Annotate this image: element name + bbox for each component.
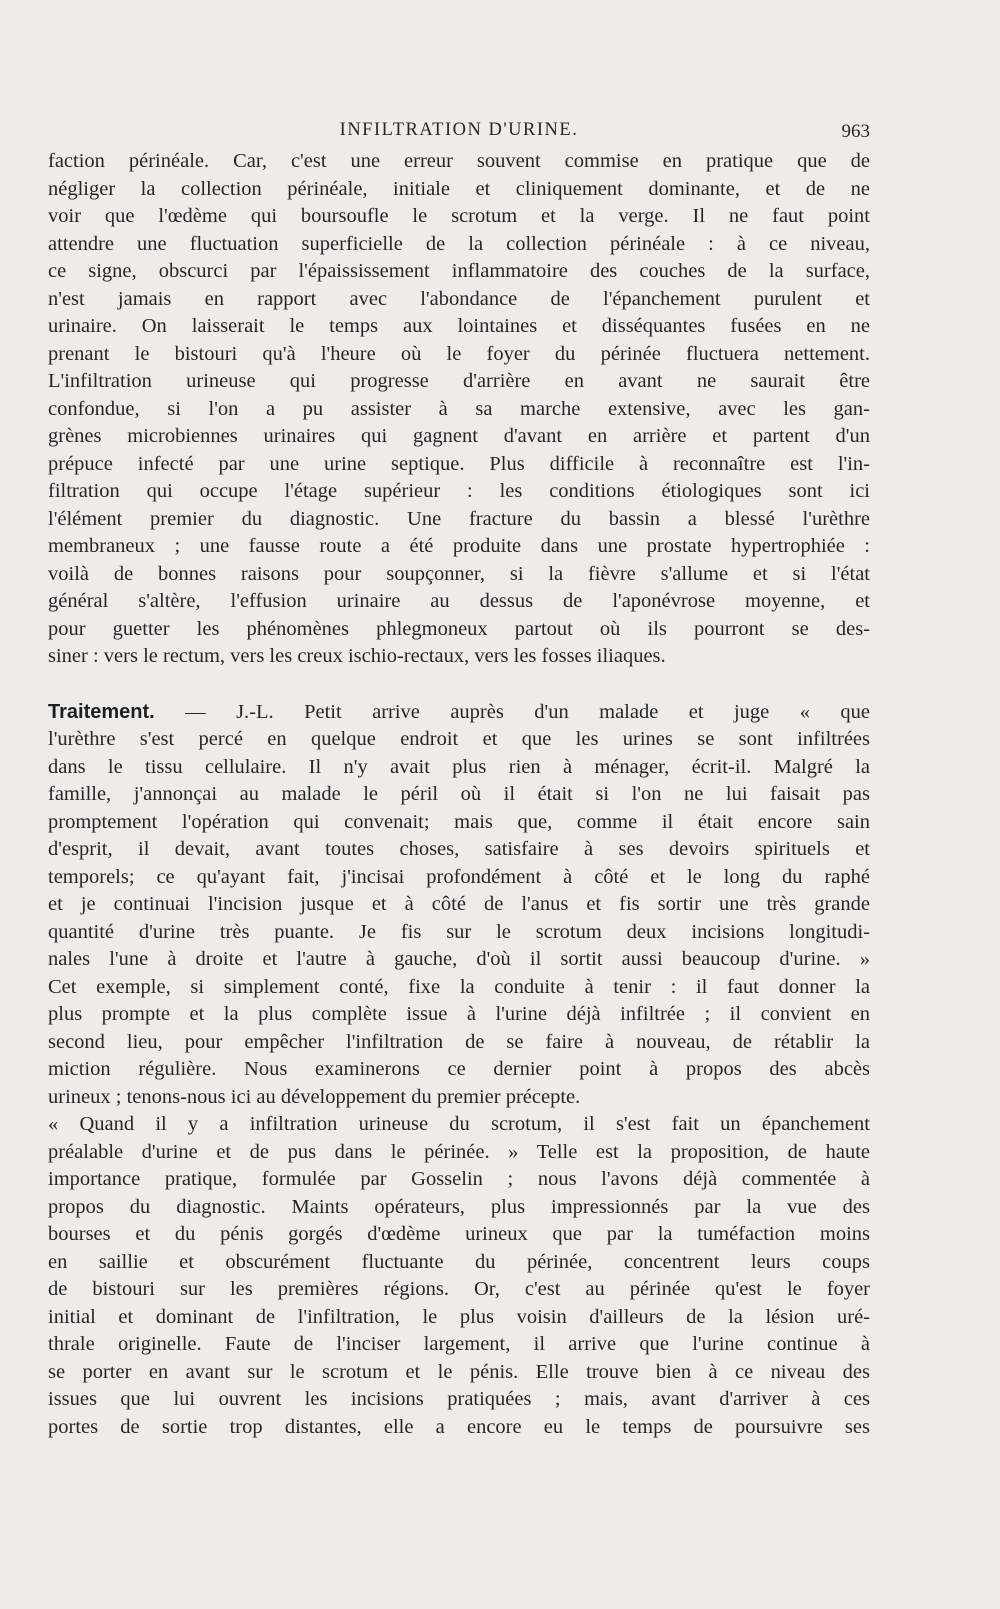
- heading-line-text: — J.-L. Petit arrive auprès d'un malade et juge « que: [154, 700, 870, 723]
- text-line: attendre une fluctuation superficielle de la collection périnéale : à ce niveau,: [48, 232, 870, 255]
- text-line: L'infiltration urineuse qui progresse d'arrière en avant ne saurait être: [48, 370, 870, 392]
- running-head-title: INFILTRATION D'URINE.: [339, 120, 579, 140]
- text-line: et je continuai l'incision jusque et à côté de l'anus et fis sortir une très grande: [48, 893, 870, 915]
- text-line: de bistouri sur les premières régions. Or, c'est au périnée qu'est le foyer: [48, 1278, 870, 1300]
- text-line: siner : vers le rectum, vers les creux ischio-rectaux, vers les fosses iliaques.: [48, 645, 666, 667]
- paragraph-gosselin: [48, 1111, 870, 1441]
- text-line: négliger la collection périnéale, initiale et cliniquement dominante, et de ne: [48, 177, 870, 200]
- section-heading: Traitement.: [48, 700, 155, 723]
- text-line: urineux ; tenons-nous ici au développement du premier précepte.: [48, 1085, 581, 1108]
- text-line: « Quand il y a infiltration urineuse du scrotum, il s'est fait un épanchement: [48, 1113, 870, 1135]
- text-line: confondue, si l'on a pu assister à sa marche extensive, avec les gan-: [48, 397, 870, 420]
- text-line: voir que l'œdème qui boursoufle le scrotum et la verge. Il ne faut point: [48, 205, 870, 227]
- text-line: membraneux ; une fausse route a été produite dans une prostate hypertrophiée :: [48, 535, 870, 557]
- section-gap: [48, 671, 870, 699]
- text-line: voilà de bonnes raisons pour soupçonner, si la fièvre s'allume et si l'état: [48, 562, 870, 585]
- text-line: faction périnéale. Car, c'est une erreur souvent commise en pratique que de: [48, 150, 870, 172]
- text-line: plus prompte et la plus complète issue à l'urine déjà infiltrée ; il convient en: [48, 1003, 870, 1025]
- text-line: issues que lui ouvrent les incisions pratiquées ; mais, avant d'arriver à ces: [48, 1388, 870, 1410]
- running-head: [48, 118, 870, 146]
- text-line: pour guetter les phénomènes phlegmoneux partout où ils pourront se des-: [48, 617, 870, 640]
- page-number: 963: [841, 121, 870, 142]
- text-line: urinaire. On laisserait le temps aux lointaines et disséquantes fusées en ne: [48, 315, 870, 337]
- text-line: temporels; ce qu'ayant fait, j'incisai profondément à côté et le long du raphé: [48, 865, 870, 888]
- text-line: quantité d'urine très puante. Je fis sur le scrotum deux incisions longitudi-: [48, 920, 870, 943]
- text-line: famille, j'annonçai au malade le péril où il était si l'on ne lui faisait pas: [48, 783, 870, 805]
- text-line: se porter en avant sur le scrotum et le pénis. Elle trouve bien à ce niveau des: [48, 1360, 870, 1383]
- text-line: général s'altère, l'effusion urinaire au dessus de l'aponévrose moyenne, et: [48, 590, 870, 612]
- text-line: d'esprit, il devait, avant toutes choses, satisfaire à ses devoirs spirituels et: [48, 838, 870, 860]
- text-line: dans le tissu cellulaire. Il n'y avait plus rien à ménager, écrit-il. Malgré la: [48, 755, 870, 778]
- text-line: l'urèthre s'est percé en quelque endroit et que les urines se sont infiltrées: [48, 728, 870, 750]
- text-line: prenant le bistouri qu'à l'heure où le foyer du périnée fluctuera nettement.: [48, 342, 870, 365]
- text-line: n'est jamais en rapport avec l'abondance de l'épanchement purulent et: [48, 287, 870, 310]
- text-line: ce signe, obscurci par l'épaississement inflammatoire des couches de la surface,: [48, 260, 870, 282]
- text-line: bourses et du pénis gorgés d'œdème urineux que par la tuméfaction moins: [48, 1223, 870, 1245]
- text-line: thrale originelle. Faute de l'inciser largement, il arrive que l'urine continue à: [48, 1333, 870, 1355]
- body-text: [48, 148, 870, 1441]
- text-line: Cet exemple, si simplement conté, fixe la conduite à tenir : il faut donner la: [48, 975, 870, 998]
- paragraph-diagnostic: [48, 148, 870, 671]
- text-line: l'élément premier du diagnostic. Une fracture du bassin a blessé l'urèthre: [48, 507, 870, 530]
- text-line: miction régulière. Nous examinerons ce dernier point à propos des abcès: [48, 1058, 870, 1080]
- text-line: grènes microbiennes urinaires qui gagnent d'avant en arrière et partent d'un: [48, 425, 870, 447]
- text-line: promptement l'opération qui convenait; mais que, comme il était encore sain: [48, 810, 870, 833]
- text-line: portes de sortie trop distantes, elle a encore eu le temps de poursuivre ses: [48, 1415, 870, 1438]
- text-line: [48, 699, 870, 727]
- text-line: nales l'une à droite et l'autre à gauche, d'où il sortit aussi beaucoup d'urine. »: [48, 948, 870, 970]
- text-line: en saillie et obscurément fluctuante du périnée, concentrent leurs coups: [48, 1250, 870, 1273]
- text-line: second lieu, pour empêcher l'infiltration de se faire à nouveau, de rétablir la: [48, 1030, 870, 1053]
- text-line: prépuce infecté par une urine septique. Plus difficile à reconnaître est l'in-: [48, 452, 870, 475]
- text-line: filtration qui occupe l'étage supérieur : les conditions étiologiques sont ici: [48, 480, 870, 502]
- text-line: préalable d'urine et de pus dans le périnée. » Telle est la proposition, de haute: [48, 1140, 870, 1163]
- text-line: propos du diagnostic. Maints opérateurs, plus impressionnés par la vue des: [48, 1195, 870, 1218]
- paragraph-traitement: [48, 699, 870, 1112]
- text-line: initial et dominant de l'infiltration, le plus voisin d'ailleurs de la lésion uré-: [48, 1305, 870, 1328]
- text-line: importance pratique, formulée par Gosselin ; nous l'avons déjà commentée à: [48, 1168, 870, 1190]
